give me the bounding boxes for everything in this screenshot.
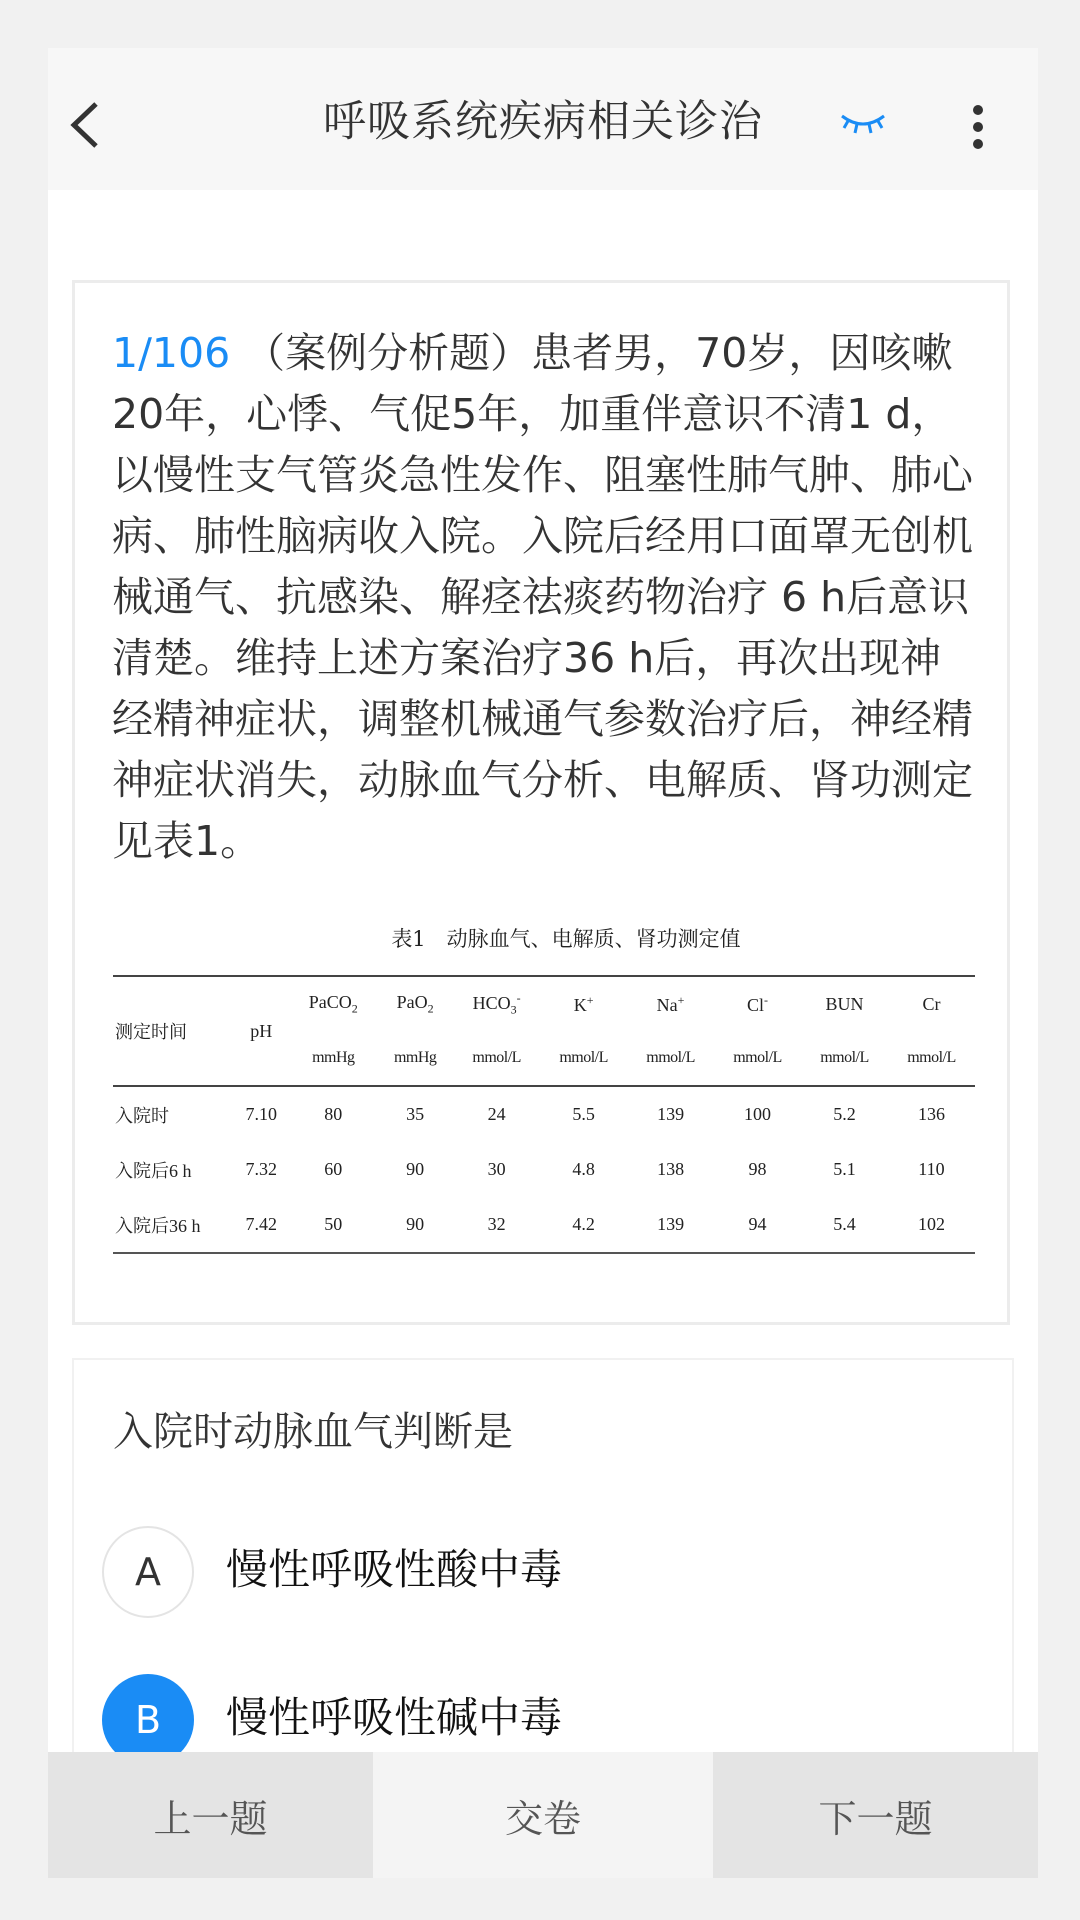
table-row: 入院后6 h 7.32 60 90 30 4.8 138 98 5.1 110 — [115, 1159, 945, 1181]
question-card — [72, 280, 1010, 1325]
column-header-cl: Cl- — [747, 992, 769, 1015]
submit-exam-button[interactable]: 交卷 — [373, 1752, 713, 1878]
content-scroll-area[interactable] — [48, 190, 1038, 1800]
unit-label: mmol/L — [907, 1049, 956, 1066]
question-stem-text: （案例分析题）患者男，70岁，因咳嗽20年，心悸、气促5年，加重伴意识不清1 d，以慢性支气管炎急性发作、阻塞性肺气肿、肺心病、肺性脑病收入院。入院后经用口面罩无创机械通气、抗感染、解痉祛痰药物治疗 6 h后意识清楚。维持上述方案治疗36 h后，再次出现神经精神症状，调整机械通气参数治疗后，神经精神症状消失，动脉血气分析、电解质、肾功测定见表1。 — [112, 329, 973, 865]
column-header-ph: pH — [250, 1020, 273, 1041]
lab-results-table — [113, 975, 975, 1254]
option-b-badge-selected: B — [102, 1674, 194, 1766]
column-header-bun: BUN — [825, 993, 864, 1014]
option-a-text: 慢性呼吸性酸中毒 — [226, 1545, 563, 1594]
unit-label: mmol/L — [559, 1049, 608, 1066]
column-header-hco3: $HCO_3^-$ — [472, 990, 521, 1017]
column-header-cr: Cr — [922, 993, 941, 1014]
table-caption: 表1 动脉血气、电解质、肾功测定值 — [391, 927, 741, 951]
header-bar — [48, 48, 1038, 190]
prev-question-button[interactable]: 上一题 — [48, 1752, 373, 1878]
column-header-paco2: PaCO$_2$ — [308, 991, 358, 1016]
toggle-answer-visibility-button[interactable] — [838, 106, 888, 142]
closed-eye-icon — [838, 106, 888, 142]
table-row: 入院后36 h 7.42 50 90 32 4.2 139 94 5.4 102 — [113, 1197, 975, 1253]
question-stem — [112, 323, 982, 872]
unit-label: mmol/L — [646, 1049, 695, 1066]
unit-label: mmol/L — [820, 1049, 869, 1066]
column-header-k: K+ — [573, 992, 594, 1015]
more-vertical-icon — [968, 104, 988, 150]
next-question-button[interactable]: 下一题 — [713, 1752, 1038, 1878]
sub-question-stem: 入院时动脉血气判断是 — [113, 1409, 513, 1455]
more-options-button[interactable] — [968, 104, 988, 150]
column-header-na: Na+ — [656, 992, 685, 1015]
question-number: 1/106 — [112, 329, 231, 377]
unit-label: mmol/L — [733, 1049, 782, 1066]
unit-label: mmol/L — [472, 1049, 521, 1066]
page-title: 呼吸系统疾病相关诊治 — [323, 97, 763, 147]
column-header-time: 测定时间 — [115, 1022, 187, 1042]
option-a[interactable] — [102, 1526, 962, 1622]
option-b-text: 慢性呼吸性碱中毒 — [226, 1693, 563, 1742]
bottom-nav-bar — [48, 1752, 1038, 1878]
options-card — [72, 1358, 1014, 1800]
column-header-pao2: PaO$_2$ — [396, 991, 434, 1016]
lab-table-figure — [113, 923, 979, 1254]
app-frame — [48, 48, 1038, 1878]
option-a-badge: A — [102, 1526, 194, 1618]
unit-label: mmHg — [312, 1049, 355, 1066]
unit-label: mmHg — [393, 1049, 437, 1066]
table-row: 入院时 7.10 80 35 24 5.5 139 100 5.2 136 — [115, 1104, 945, 1126]
